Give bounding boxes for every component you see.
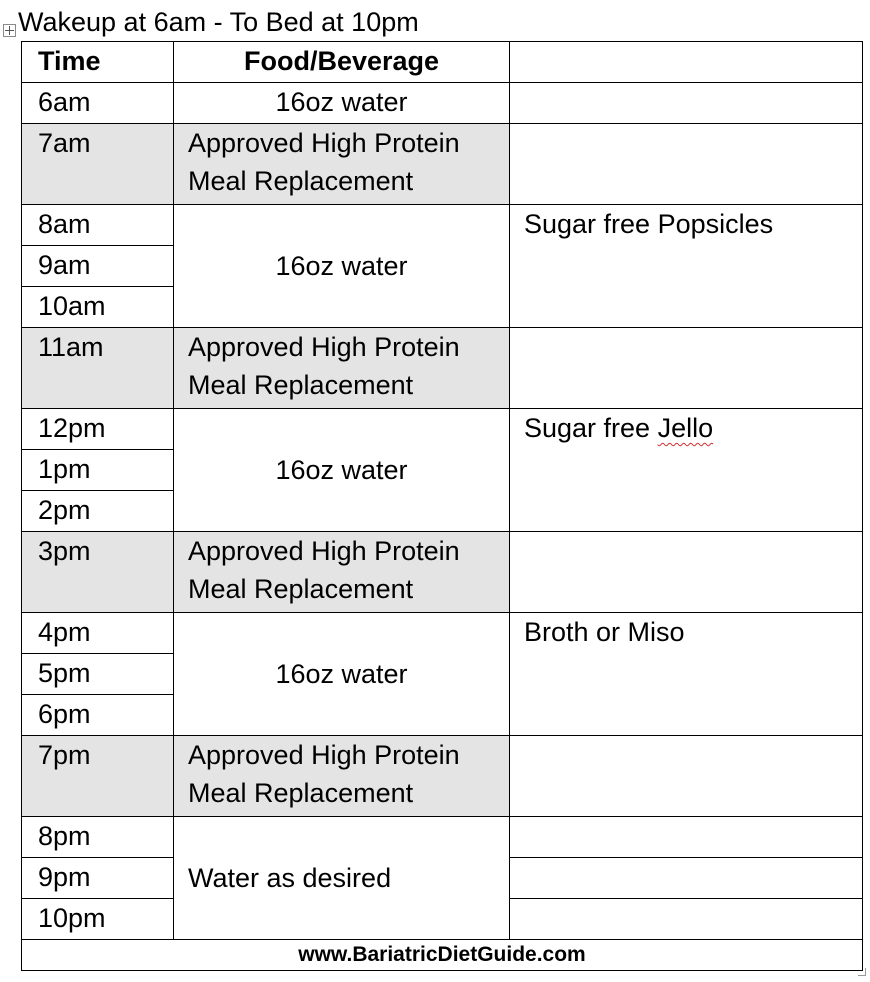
note-cell	[510, 328, 863, 409]
time-cell: 8pm	[22, 817, 174, 858]
note-cell	[510, 532, 863, 613]
time-cell: 7am	[22, 124, 174, 205]
time-cell: 1pm	[22, 450, 174, 491]
table-row	[22, 817, 863, 858]
note-cell: Sugar free Popsicles	[510, 205, 863, 328]
note-cell	[510, 124, 863, 205]
header-food-beverage: Food/Beverage	[174, 42, 510, 83]
food-cell: 16oz water	[174, 409, 510, 532]
header-time: Time	[22, 42, 174, 83]
table-row	[22, 532, 863, 613]
time-cell: 10pm	[22, 899, 174, 940]
food-cell: 16oz water	[174, 613, 510, 736]
time-cell: 6am	[22, 83, 174, 124]
header-row	[22, 42, 863, 83]
table-row	[22, 736, 863, 817]
time-cell: 12pm	[22, 409, 174, 450]
time-cell: 6pm	[22, 695, 174, 736]
table-row	[22, 124, 863, 205]
time-cell: 5pm	[22, 654, 174, 695]
note-cell	[510, 409, 863, 532]
misspelled-word: Jello	[657, 413, 714, 443]
food-cell: Approved High Protein Meal Replacement	[174, 124, 510, 205]
note-cell	[510, 83, 863, 124]
note-cell	[510, 858, 863, 899]
food-cell: Approved High Protein Meal Replacement	[174, 328, 510, 409]
table-row	[22, 205, 863, 246]
time-cell: 9am	[22, 246, 174, 287]
note-cell: Broth or Miso	[510, 613, 863, 736]
time-cell: 9pm	[22, 858, 174, 899]
table-row	[22, 83, 863, 124]
time-cell: 3pm	[22, 532, 174, 613]
time-cell: 8am	[22, 205, 174, 246]
footer-row	[22, 940, 863, 971]
time-cell: 7pm	[22, 736, 174, 817]
time-cell: 10am	[22, 287, 174, 328]
schedule-heading: Wakeup at 6am - To Bed at 10pm	[18, 7, 419, 37]
table-row	[22, 613, 863, 654]
note-text: Sugar free	[524, 413, 658, 443]
food-cell: Approved High Protein Meal Replacement	[174, 736, 510, 817]
time-cell: 4pm	[22, 613, 174, 654]
header-notes	[510, 42, 863, 83]
food-cell: 16oz water	[174, 205, 510, 328]
food-cell: Water as desired	[174, 817, 510, 940]
table-move-handle-icon[interactable]	[3, 24, 16, 37]
time-cell: 11am	[22, 328, 174, 409]
diet-schedule-table	[21, 41, 863, 971]
note-cell	[510, 817, 863, 858]
footer-website: www.BariatricDietGuide.com	[22, 940, 863, 971]
note-cell	[510, 899, 863, 940]
note-cell	[510, 736, 863, 817]
food-cell: Approved High Protein Meal Replacement	[174, 532, 510, 613]
table-row	[22, 409, 863, 450]
time-cell: 2pm	[22, 491, 174, 532]
food-cell: 16oz water	[174, 83, 510, 124]
table-resize-handle-icon[interactable]	[858, 968, 866, 976]
table-row	[22, 328, 863, 409]
